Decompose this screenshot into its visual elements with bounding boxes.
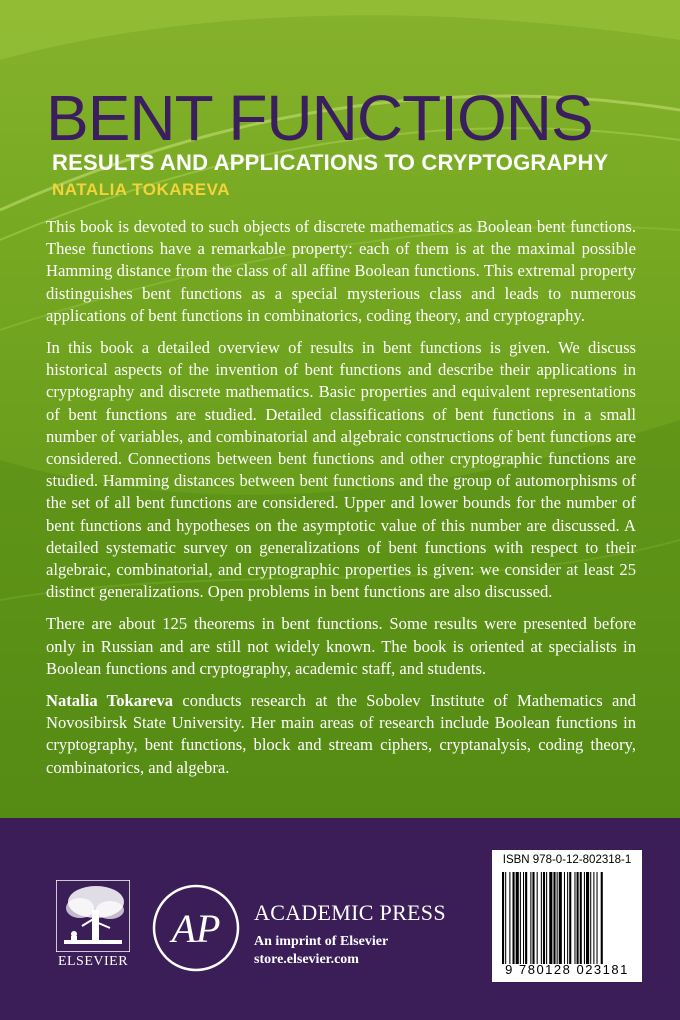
academic-press-logo-icon <box>152 884 240 972</box>
imprint-line: An imprint of Elsevier <box>254 934 389 949</box>
academic-press-name: ACADEMIC PRESS <box>254 900 446 925</box>
blurb <box>46 216 636 789</box>
barcode-panel <box>492 850 642 982</box>
book-title: BENT FUNCTIONS <box>46 82 593 154</box>
author-bio <box>46 690 636 779</box>
store-url: store.elsevier.com <box>254 952 359 967</box>
elsevier-logo <box>46 880 140 976</box>
author-bio-name: Natalia Tokareva <box>46 691 174 711</box>
elsevier-tree-icon <box>56 880 130 952</box>
barcode-digits: 9 780128 023181 <box>505 962 629 977</box>
elsevier-name: ELSEVIER <box>57 954 129 969</box>
book-subtitle: RESULTS AND APPLICATIONS TO CRYPTOGRAPHY <box>52 150 609 175</box>
barcode-icon <box>500 872 634 964</box>
blurb-paragraph-2: In this book a detailed overview of results in bent functions is given. We discuss historical aspects of the invention of bent functions and describe their applications in cryptography and discrete mathematics. Basic properties and equivalent representations of bent functions are studied. Detailed classifications of bent functions in a small number of variables, and combinatorial and algebraic constructions of bent functions are considered. Connections between bent functions and other cryptographic functions are studied. Hamming distances between bent functions and the group of automorphisms of the set of all bent functions are considered. Upper and lower bounds for the number of bent functions and hypotheses on the asymptotic value of this number are discussed. A detailed systematic survey on generalizations of bent functions with respect to their algebraic, combinatorial, and cryptographic properties is given: we consider at least 25 distinct generalizations. Open problems in bent functions are also discussed. <box>46 338 636 602</box>
ap-monogram: AP <box>171 906 221 951</box>
book-author: NATALIA TOKAREVA <box>52 180 230 199</box>
isbn-label: ISBN 978-0-12-802318-1 <box>502 854 632 866</box>
blurb-paragraph-3: There are about 125 theorems in bent functions. Some results were presented before only in Russian and are still not widely known. The book is oriented at specialists in Boolean functions and cryptography, academic staff, and students. <box>46 614 636 678</box>
blurb-paragraph-1: This book is devoted to such objects of discrete mathematics as Boolean bent functions. These functions have a remarkable property: each of them is at the maximal possible Hamming distance from the class of all affine Boolean functions. This extremal property distinguishes bent functions as a special mysterious class and leads to numerous applications of bent functions in combinatorics, coding theory, and cryptography. <box>46 217 636 325</box>
author-bio-text: conducts research at the Sobolev Institute of Mathematics and Novosibirsk State University. Her main areas of research include Boolean functions in cryptography, bent functions, block and stream ciphers, cryptanalysis, coding theory, combinatorics, and algebra. <box>46 691 636 777</box>
